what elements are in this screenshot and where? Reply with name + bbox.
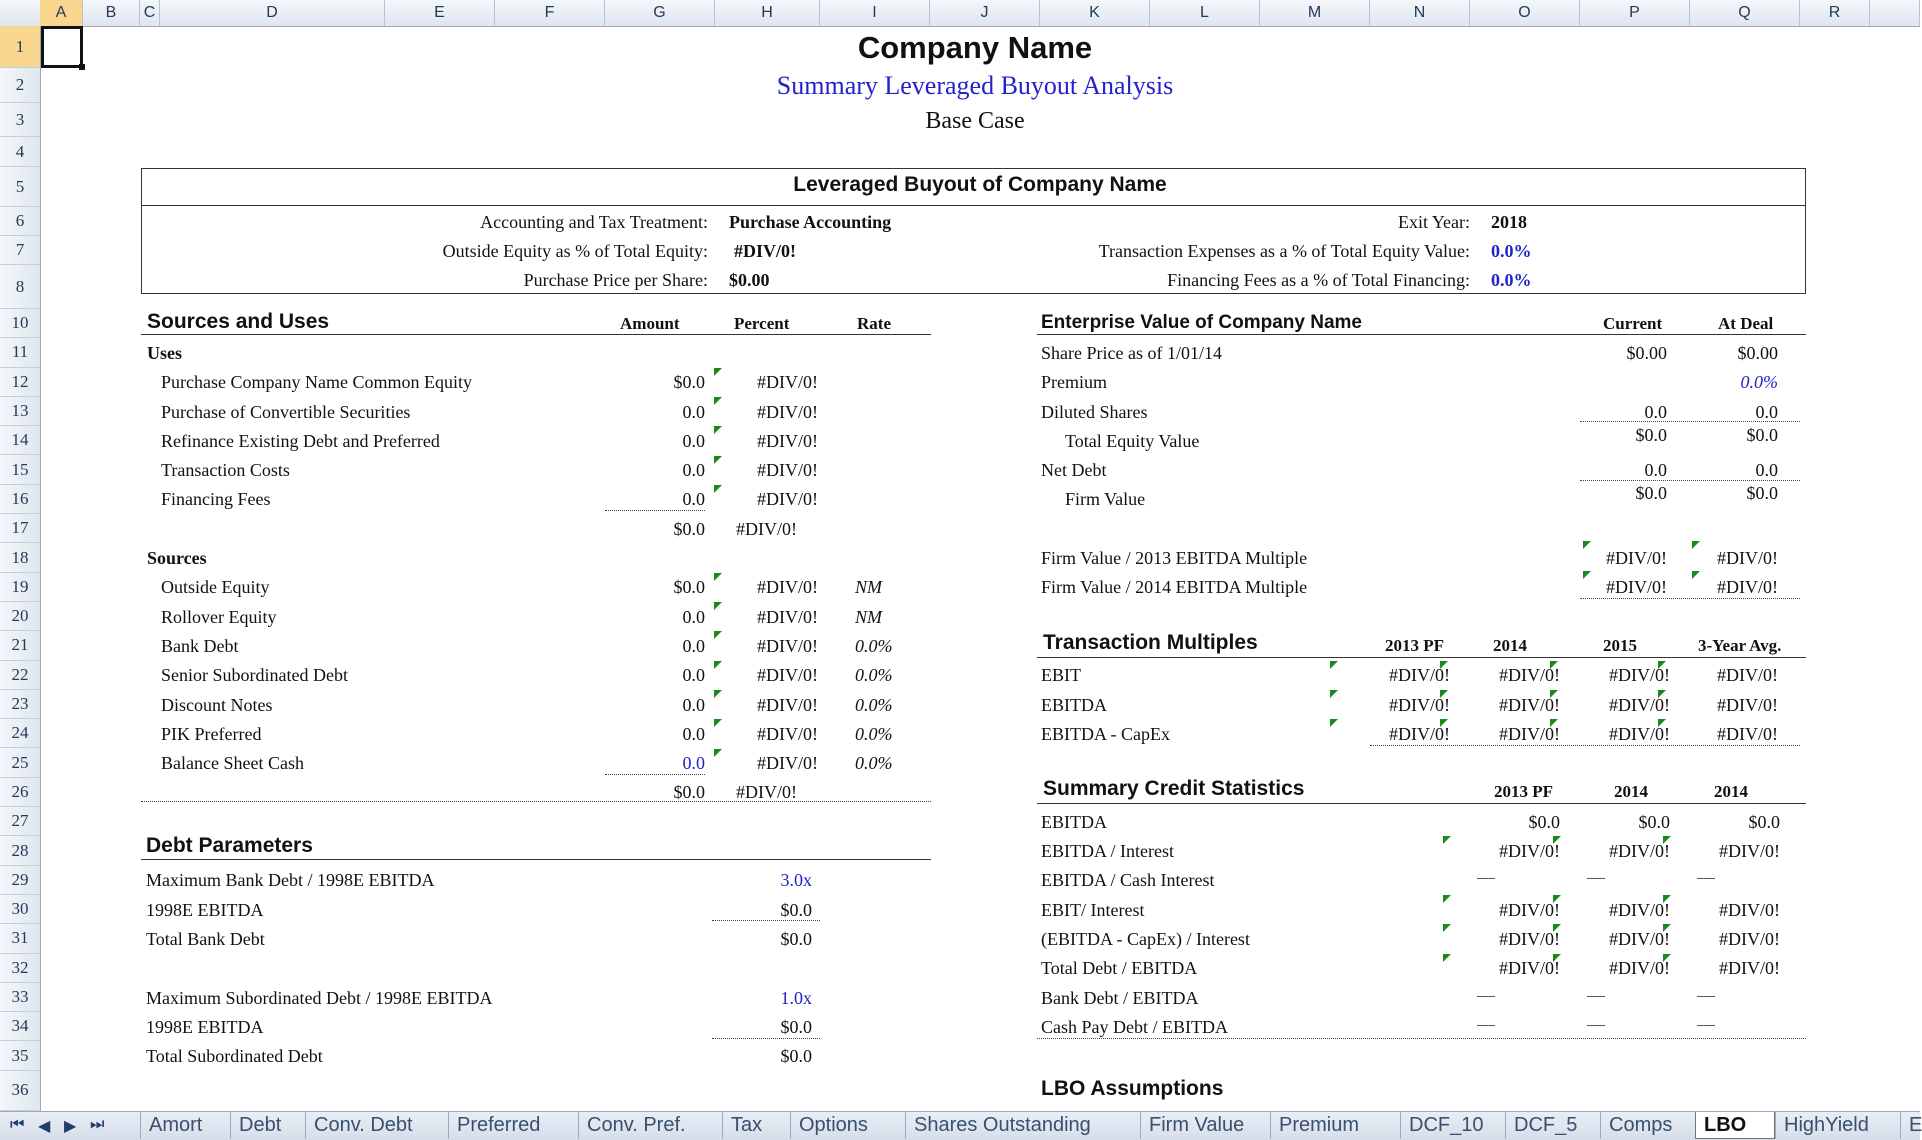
use-label: Purchase Company Name Common Equity bbox=[161, 372, 472, 392]
column-header[interactable]: H bbox=[715, 0, 820, 26]
tx-multiple-value[interactable]: #DIV/0! bbox=[1609, 724, 1670, 744]
ev-deal-value[interactable]: $0.0 bbox=[1746, 425, 1778, 445]
comment-flag-icon bbox=[1440, 690, 1448, 698]
uses-total-percent[interactable]: #DIV/0! bbox=[736, 519, 797, 539]
comment-flag-icon bbox=[1553, 895, 1561, 903]
row-header[interactable]: 5 bbox=[0, 167, 40, 207]
comment-flag-icon bbox=[1443, 954, 1451, 962]
credit-stat-value[interactable]: — bbox=[1477, 1014, 1495, 1034]
row-header[interactable]: 11 bbox=[0, 338, 40, 367]
sheet-tab[interactable]: Debt bbox=[230, 1112, 305, 1139]
ev-current-value[interactable]: $0.00 bbox=[1626, 343, 1667, 363]
tx-expense-value[interactable]: 0.0% bbox=[1491, 241, 1532, 261]
column-header[interactable]: E bbox=[385, 0, 495, 26]
row-header[interactable]: 28 bbox=[0, 836, 40, 865]
comment-flag-icon bbox=[714, 749, 722, 757]
credit-stat-value[interactable]: #DIV/0! bbox=[1719, 900, 1780, 920]
credit-stat-value[interactable]: — bbox=[1697, 985, 1715, 1005]
debt-param-label: Maximum Subordinated Debt / 1998E EBITDA bbox=[146, 988, 493, 1008]
row-header[interactable]: 16 bbox=[0, 485, 40, 514]
credit-row-label: EBITDA / Cash Interest bbox=[1041, 870, 1215, 890]
row-header[interactable]: 23 bbox=[0, 690, 40, 719]
active-cell-a1[interactable] bbox=[41, 26, 83, 68]
comment-flag-icon bbox=[714, 368, 722, 376]
credit-stat-value[interactable]: — bbox=[1477, 985, 1495, 1005]
sheet-tab[interactable]: Conv. Pref. bbox=[578, 1112, 722, 1139]
row-header[interactable]: 6 bbox=[0, 207, 40, 236]
row-header[interactable]: 2 bbox=[0, 68, 40, 103]
column-header[interactable]: N bbox=[1370, 0, 1470, 26]
source-label: Outside Equity bbox=[161, 577, 270, 597]
ev-rule bbox=[1037, 334, 1806, 335]
use-label: Financing Fees bbox=[161, 489, 271, 509]
comment-flag-icon bbox=[1658, 661, 1666, 669]
comment-flag-icon bbox=[1330, 661, 1338, 669]
ev-current-value[interactable]: 0.0 bbox=[1644, 402, 1667, 422]
ev-current-value[interactable]: $0.0 bbox=[1635, 483, 1667, 503]
row-header[interactable]: 18 bbox=[0, 543, 40, 572]
comment-flag-icon bbox=[1550, 661, 1558, 669]
debt-param-label: 1998E EBITDA bbox=[146, 900, 264, 920]
ev-deal-value[interactable]: $0.00 bbox=[1737, 343, 1778, 363]
tx-col-header: 2015 bbox=[1603, 636, 1637, 655]
comment-flag-icon bbox=[1658, 719, 1666, 727]
ev-deal-value[interactable]: 0.0 bbox=[1755, 402, 1778, 422]
lbo-box-title: Leveraged Buyout of Company Name bbox=[793, 173, 1167, 196]
at-deal-col-header: At Deal bbox=[1718, 314, 1774, 333]
comment-flag-icon bbox=[1583, 541, 1591, 549]
current-col-header: Current bbox=[1603, 314, 1663, 333]
credit-stats-title: Summary Credit Statistics bbox=[1043, 777, 1305, 800]
source-label: Discount Notes bbox=[161, 695, 273, 715]
credit-row-label: EBITDA bbox=[1041, 812, 1107, 832]
sheet-tab[interactable]: Amort bbox=[140, 1112, 230, 1139]
credit-row-label: (EBITDA - CapEx) / Interest bbox=[1041, 929, 1250, 949]
sheet-tab[interactable]: HighYield bbox=[1775, 1112, 1900, 1139]
tx-multiple-value[interactable]: #DIV/0! bbox=[1717, 724, 1778, 744]
price-per-share-value[interactable]: $0.00 bbox=[729, 270, 770, 290]
credit-stat-value[interactable]: — bbox=[1587, 867, 1605, 887]
sheet-tab-bar bbox=[0, 1111, 1920, 1140]
column-header[interactable]: Q bbox=[1690, 0, 1800, 26]
ev-deal-value[interactable]: #DIV/0! bbox=[1717, 577, 1778, 597]
credit-row-label: EBITDA / Interest bbox=[1041, 841, 1174, 861]
column-header[interactable]: M bbox=[1260, 0, 1370, 26]
sub-debt-total-rule bbox=[712, 1038, 820, 1039]
comment-flag-icon bbox=[1440, 661, 1448, 669]
comment-flag-icon bbox=[714, 690, 722, 698]
sheet-tab[interactable]: Preferred bbox=[448, 1112, 578, 1139]
tx-multiple-value[interactable]: #DIV/0! bbox=[1717, 665, 1778, 685]
source-label: Bank Debt bbox=[161, 636, 239, 656]
ev-row-label: Firm Value bbox=[1065, 489, 1146, 509]
ev-current-value[interactable]: $0.0 bbox=[1635, 425, 1667, 445]
rate-col-header: Rate bbox=[857, 314, 891, 333]
comment-flag-icon bbox=[714, 573, 722, 581]
source-label: Senior Subordinated Debt bbox=[161, 665, 348, 685]
sheet-tab[interactable]: Premium bbox=[1270, 1112, 1400, 1139]
tx-expense-label: Transaction Expenses as a % of Total Equity Value: bbox=[1098, 241, 1470, 261]
ev-row-label: Share Price as of 1/01/14 bbox=[1041, 343, 1222, 363]
comment-flag-icon bbox=[1553, 924, 1561, 932]
row-header[interactable]: 14 bbox=[0, 426, 40, 455]
prev-sheet-icon[interactable]: ◀ bbox=[38, 1118, 51, 1135]
column-headers bbox=[0, 0, 1920, 27]
equity-value-rule bbox=[1580, 421, 1800, 422]
acct-label: Accounting and Tax Treatment: bbox=[480, 212, 708, 232]
credit-stat-value[interactable]: $0.0 bbox=[1748, 812, 1780, 832]
company-title: Company Name bbox=[857, 30, 1093, 65]
comment-flag-icon bbox=[714, 485, 722, 493]
use-percent[interactable]: #DIV/0! bbox=[757, 402, 818, 422]
row-header[interactable]: 25 bbox=[0, 749, 40, 778]
debt-param-value[interactable]: $0.0 bbox=[780, 1046, 812, 1066]
sheet-tab[interactable]: E bbox=[1900, 1112, 1920, 1139]
credit-col-header: 2013 PF bbox=[1494, 782, 1554, 801]
amount-col-header: Amount bbox=[620, 314, 680, 333]
row-header[interactable]: 10 bbox=[0, 309, 40, 338]
tx-multiple-value[interactable]: #DIV/0! bbox=[1499, 695, 1560, 715]
tx-multiple-value[interactable]: #DIV/0! bbox=[1609, 695, 1670, 715]
row-header[interactable]: 19 bbox=[0, 573, 40, 602]
column-header[interactable]: J bbox=[930, 0, 1040, 26]
tx-multiples-end-rule bbox=[1370, 745, 1800, 746]
credit-stats-end-rule bbox=[1037, 1038, 1806, 1039]
tx-multiples-rule bbox=[1037, 657, 1806, 658]
source-amount[interactable]: 0.0 bbox=[682, 636, 705, 656]
tx-multiple-value[interactable]: #DIV/0! bbox=[1389, 724, 1450, 744]
comment-flag-icon bbox=[1443, 836, 1451, 844]
source-amount[interactable]: 0.0 bbox=[682, 665, 705, 685]
column-header[interactable]: P bbox=[1580, 0, 1690, 26]
comment-flag-icon bbox=[1550, 690, 1558, 698]
credit-row-label: Bank Debt / EBITDA bbox=[1041, 988, 1199, 1008]
comment-flag-icon bbox=[714, 661, 722, 669]
comment-flag-icon bbox=[1663, 924, 1671, 932]
source-label: PIK Preferred bbox=[161, 724, 262, 744]
use-amount[interactable]: 0.0 bbox=[682, 489, 705, 509]
credit-stat-value[interactable]: — bbox=[1587, 985, 1605, 1005]
comment-flag-icon bbox=[1443, 895, 1451, 903]
use-label: Refinance Existing Debt and Preferred bbox=[161, 431, 440, 451]
row-header[interactable]: 17 bbox=[0, 514, 40, 543]
debt-param-label: Total Subordinated Debt bbox=[146, 1046, 323, 1066]
row-header[interactable]: 8 bbox=[0, 265, 40, 309]
column-header[interactable]: L bbox=[1150, 0, 1260, 26]
ev-current-value[interactable]: #DIV/0! bbox=[1606, 548, 1667, 568]
source-rate[interactable]: 0.0% bbox=[855, 724, 893, 744]
comment-flag-icon bbox=[714, 456, 722, 464]
sources-total-amount[interactable]: $0.0 bbox=[673, 782, 705, 802]
debt-param-value[interactable]: 1.0x bbox=[780, 988, 812, 1008]
scenario-label: Base Case bbox=[925, 108, 1025, 134]
column-header[interactable]: R bbox=[1800, 0, 1870, 26]
outside-equity-value[interactable]: #DIV/0! bbox=[734, 241, 796, 261]
debt-param-value[interactable]: 3.0x bbox=[780, 870, 812, 890]
debt-param-value[interactable]: $0.0 bbox=[780, 900, 812, 920]
row-headers bbox=[0, 26, 41, 1111]
source-percent[interactable]: #DIV/0! bbox=[757, 724, 818, 744]
tx-row-label: EBITDA bbox=[1041, 695, 1107, 715]
source-amount[interactable]: 0.0 bbox=[682, 753, 705, 773]
source-label: Balance Sheet Cash bbox=[161, 753, 304, 773]
firm-value-rule bbox=[1580, 480, 1800, 481]
ev-row-label: Net Debt bbox=[1041, 460, 1107, 480]
source-amount[interactable]: 0.0 bbox=[682, 724, 705, 744]
column-header[interactable]: K bbox=[1040, 0, 1150, 26]
row-header[interactable]: 32 bbox=[0, 954, 40, 983]
exit-year-value[interactable]: 2018 bbox=[1491, 212, 1527, 232]
sources-total-rule bbox=[605, 774, 705, 775]
source-rate[interactable]: 0.0% bbox=[855, 636, 893, 656]
sources-heading: Sources bbox=[147, 548, 207, 568]
ev-current-value[interactable]: #DIV/0! bbox=[1606, 577, 1667, 597]
ev-deal-value[interactable]: 0.0 bbox=[1755, 460, 1778, 480]
debt-params-title: Debt Parameters bbox=[146, 834, 313, 857]
comment-flag-icon bbox=[1550, 719, 1558, 727]
sheet-tab[interactable]: DCF_5 bbox=[1505, 1112, 1600, 1139]
credit-stat-value[interactable]: — bbox=[1477, 867, 1495, 887]
credit-stat-value[interactable]: — bbox=[1587, 1014, 1605, 1034]
credit-stat-value[interactable]: #DIV/0! bbox=[1609, 958, 1670, 978]
source-percent[interactable]: #DIV/0! bbox=[757, 665, 818, 685]
last-sheet-icon[interactable]: ⏭ bbox=[90, 1116, 105, 1133]
row-header[interactable]: 31 bbox=[0, 924, 40, 953]
comment-flag-icon bbox=[714, 426, 722, 434]
source-rate[interactable]: NM bbox=[855, 607, 882, 627]
tx-multiple-value[interactable]: #DIV/0! bbox=[1499, 724, 1560, 744]
credit-row-label: Cash Pay Debt / EBITDA bbox=[1041, 1017, 1228, 1037]
sources-uses-title: Sources and Uses bbox=[147, 310, 330, 333]
section-end-rule bbox=[141, 801, 931, 802]
debt-param-label: Maximum Bank Debt / 1998E EBITDA bbox=[146, 870, 435, 890]
column-header[interactable]: A bbox=[40, 0, 83, 26]
use-label: Transaction Costs bbox=[161, 460, 290, 480]
ev-title: Enterprise Value of Company Name bbox=[1041, 312, 1362, 333]
comment-flag-icon bbox=[1443, 924, 1451, 932]
row-header[interactable]: 12 bbox=[0, 368, 40, 397]
sheet-tab[interactable]: DCF_10 bbox=[1400, 1112, 1505, 1139]
row-header[interactable]: 22 bbox=[0, 661, 40, 690]
column-header[interactable]: B bbox=[83, 0, 140, 26]
credit-col-header: 2014 bbox=[1614, 782, 1648, 801]
source-percent[interactable]: #DIV/0! bbox=[757, 753, 818, 773]
sheet-tab[interactable]: Options bbox=[790, 1112, 905, 1139]
exit-year-label: Exit Year: bbox=[1398, 212, 1470, 232]
row-header[interactable]: 29 bbox=[0, 866, 40, 895]
row-header[interactable]: 34 bbox=[0, 1012, 40, 1041]
source-amount[interactable]: 0.0 bbox=[682, 607, 705, 627]
row-header[interactable]: 33 bbox=[0, 983, 40, 1012]
credit-stat-value[interactable]: $0.0 bbox=[1638, 812, 1670, 832]
use-amount[interactable]: 0.0 bbox=[682, 402, 705, 422]
comment-flag-icon bbox=[1330, 719, 1338, 727]
row-header[interactable]: 27 bbox=[0, 807, 40, 836]
use-amount[interactable]: $0.0 bbox=[673, 372, 705, 392]
use-percent[interactable]: #DIV/0! bbox=[757, 431, 818, 451]
report-subtitle: Summary Leveraged Buyout Analysis bbox=[776, 71, 1174, 100]
debt-param-label: Total Bank Debt bbox=[146, 929, 265, 949]
row-header[interactable]: 36 bbox=[0, 1071, 40, 1111]
credit-stat-value[interactable]: #DIV/0! bbox=[1609, 841, 1670, 861]
row-header[interactable]: 24 bbox=[0, 719, 40, 748]
tx-col-header: 3-Year Avg. bbox=[1698, 636, 1782, 655]
debt-param-value[interactable]: $0.0 bbox=[780, 929, 812, 949]
comment-flag-icon bbox=[1553, 954, 1561, 962]
ev-row-label: Firm Value / 2013 EBITDA Multiple bbox=[1041, 548, 1308, 568]
next-sheet-icon[interactable]: ▶ bbox=[64, 1118, 77, 1135]
ev-deal-value[interactable]: $0.0 bbox=[1746, 483, 1778, 503]
tx-multiple-value[interactable]: #DIV/0! bbox=[1389, 665, 1450, 685]
row-header[interactable]: 35 bbox=[0, 1042, 40, 1071]
sheet-tab[interactable]: Shares Outstanding bbox=[905, 1112, 1140, 1139]
source-label: Rollover Equity bbox=[161, 607, 277, 627]
sheet-tab[interactable]: Tax bbox=[722, 1112, 790, 1139]
source-rate[interactable]: NM bbox=[855, 577, 882, 597]
comment-flag-icon bbox=[714, 602, 722, 610]
credit-stat-value[interactable]: — bbox=[1697, 1014, 1715, 1034]
row-header[interactable]: 20 bbox=[0, 602, 40, 631]
credit-stat-value[interactable]: #DIV/0! bbox=[1719, 929, 1780, 949]
row-header[interactable]: 13 bbox=[0, 397, 40, 426]
use-percent[interactable]: #DIV/0! bbox=[757, 372, 818, 392]
credit-stat-value[interactable]: #DIV/0! bbox=[1609, 900, 1670, 920]
source-amount[interactable]: 0.0 bbox=[682, 695, 705, 715]
credit-stat-value[interactable]: #DIV/0! bbox=[1499, 841, 1560, 861]
column-header[interactable]: O bbox=[1470, 0, 1580, 26]
comment-flag-icon bbox=[1658, 690, 1666, 698]
column-header[interactable] bbox=[1870, 0, 1920, 26]
debt-params-rule bbox=[141, 859, 931, 860]
tx-multiple-value[interactable]: #DIV/0! bbox=[1609, 665, 1670, 685]
tx-col-header: 2014 bbox=[1493, 636, 1527, 655]
credit-row-label: EBIT/ Interest bbox=[1041, 900, 1145, 920]
column-header[interactable]: D bbox=[160, 0, 385, 26]
financing-fee-value[interactable]: 0.0% bbox=[1491, 270, 1532, 290]
tx-multiple-value[interactable]: #DIV/0! bbox=[1717, 695, 1778, 715]
tx-multiples-title: Transaction Multiples bbox=[1043, 631, 1258, 654]
tx-multiple-value[interactable]: #DIV/0! bbox=[1389, 695, 1450, 715]
comment-flag-icon bbox=[1663, 836, 1671, 844]
uses-heading: Uses bbox=[147, 343, 182, 363]
ev-row-label: Premium bbox=[1041, 372, 1107, 392]
tx-multiple-value[interactable]: #DIV/0! bbox=[1499, 665, 1560, 685]
source-rate[interactable]: 0.0% bbox=[855, 695, 893, 715]
comment-flag-icon bbox=[1440, 719, 1448, 727]
comment-flag-icon bbox=[714, 719, 722, 727]
column-header[interactable]: C bbox=[140, 0, 160, 26]
sheet-tab[interactable]: Comps bbox=[1600, 1112, 1695, 1139]
row-header[interactable]: 3 bbox=[0, 103, 40, 137]
credit-stats-rule bbox=[1037, 803, 1806, 804]
credit-stat-value[interactable]: #DIV/0! bbox=[1719, 958, 1780, 978]
row-header[interactable]: 1 bbox=[0, 26, 40, 68]
sheet-tab[interactable]: Firm Value bbox=[1140, 1112, 1270, 1139]
credit-stat-value[interactable]: #DIV/0! bbox=[1499, 929, 1560, 949]
source-percent[interactable]: #DIV/0! bbox=[757, 695, 818, 715]
row-header[interactable]: 26 bbox=[0, 778, 40, 807]
use-percent[interactable]: #DIV/0! bbox=[757, 460, 818, 480]
credit-stat-value[interactable]: #DIV/0! bbox=[1499, 900, 1560, 920]
row-header[interactable]: 21 bbox=[0, 631, 40, 660]
debt-param-value[interactable]: $0.0 bbox=[780, 1017, 812, 1037]
column-header[interactable]: I bbox=[820, 0, 930, 26]
price-per-share-label: Purchase Price per Share: bbox=[523, 270, 708, 290]
ev-current-value[interactable]: 0.0 bbox=[1644, 460, 1667, 480]
outside-equity-label: Outside Equity as % of Total Equity: bbox=[442, 241, 708, 261]
tx-col-header: 2013 PF bbox=[1385, 636, 1445, 655]
sheet-tab[interactable]: Conv. Debt bbox=[305, 1112, 448, 1139]
tx-row-label: EBITDA - CapEx bbox=[1041, 724, 1170, 744]
credit-stat-value[interactable]: #DIV/0! bbox=[1499, 958, 1560, 978]
uses-total-amount[interactable]: $0.0 bbox=[673, 519, 705, 539]
tx-row-label: EBIT bbox=[1041, 665, 1081, 685]
comment-flag-icon bbox=[1692, 571, 1700, 579]
sources-total-percent[interactable]: #DIV/0! bbox=[736, 782, 797, 802]
row-header[interactable]: 7 bbox=[0, 236, 40, 265]
row-header[interactable]: 4 bbox=[0, 137, 40, 167]
credit-stat-value[interactable]: #DIV/0! bbox=[1609, 929, 1670, 949]
comment-flag-icon bbox=[714, 631, 722, 639]
comment-flag-icon bbox=[1330, 690, 1338, 698]
source-rate[interactable]: 0.0% bbox=[855, 753, 893, 773]
credit-stat-value[interactable]: #DIV/0! bbox=[1719, 841, 1780, 861]
comment-flag-icon bbox=[1692, 541, 1700, 549]
source-rate[interactable]: 0.0% bbox=[855, 665, 893, 685]
use-amount[interactable]: 0.0 bbox=[682, 460, 705, 480]
credit-stat-value[interactable]: — bbox=[1697, 867, 1715, 887]
source-percent[interactable]: #DIV/0! bbox=[757, 607, 818, 627]
row-header[interactable]: 30 bbox=[0, 895, 40, 924]
sources-uses-rule bbox=[141, 334, 931, 335]
bank-debt-total-rule bbox=[712, 920, 820, 921]
use-label: Purchase of Convertible Securities bbox=[161, 402, 411, 422]
comment-flag-icon bbox=[1663, 895, 1671, 903]
financing-fee-label: Financing Fees as a % of Total Financing: bbox=[1167, 270, 1470, 290]
credit-stat-value[interactable]: $0.0 bbox=[1528, 812, 1560, 832]
debt-param-label: 1998E EBITDA bbox=[146, 1017, 264, 1037]
use-percent[interactable]: #DIV/0! bbox=[757, 489, 818, 509]
ev-deal-value[interactable]: 0.0% bbox=[1740, 372, 1778, 392]
comment-flag-icon bbox=[1553, 836, 1561, 844]
acct-value[interactable]: Purchase Accounting bbox=[729, 212, 892, 232]
column-header[interactable]: F bbox=[495, 0, 605, 26]
comment-flag-icon bbox=[714, 397, 722, 405]
ev-deal-value[interactable]: #DIV/0! bbox=[1717, 548, 1778, 568]
source-amount[interactable]: $0.0 bbox=[673, 577, 705, 597]
percent-col-header: Percent bbox=[734, 314, 790, 333]
row-header[interactable]: 15 bbox=[0, 456, 40, 485]
credit-row-label: Total Debt / EBITDA bbox=[1041, 958, 1198, 978]
source-percent[interactable]: #DIV/0! bbox=[757, 577, 818, 597]
comment-flag-icon bbox=[1583, 571, 1591, 579]
first-sheet-icon[interactable]: ⏮ bbox=[10, 1116, 25, 1133]
ev-row-label: Total Equity Value bbox=[1065, 431, 1200, 451]
sheet-tab[interactable]: LBO bbox=[1695, 1112, 1775, 1139]
ev-row-label: Diluted Shares bbox=[1041, 402, 1148, 422]
comment-flag-icon bbox=[1663, 954, 1671, 962]
lbo-assumptions-title: LBO Assumptions bbox=[1041, 1077, 1224, 1100]
uses-total-rule bbox=[605, 510, 705, 511]
column-header[interactable]: G bbox=[605, 0, 715, 26]
source-percent[interactable]: #DIV/0! bbox=[757, 636, 818, 656]
use-amount[interactable]: 0.0 bbox=[682, 431, 705, 451]
ev-row-label: Firm Value / 2014 EBITDA Multiple bbox=[1041, 577, 1308, 597]
credit-col-header: 2014 bbox=[1714, 782, 1748, 801]
multiples-rule bbox=[1580, 598, 1800, 599]
